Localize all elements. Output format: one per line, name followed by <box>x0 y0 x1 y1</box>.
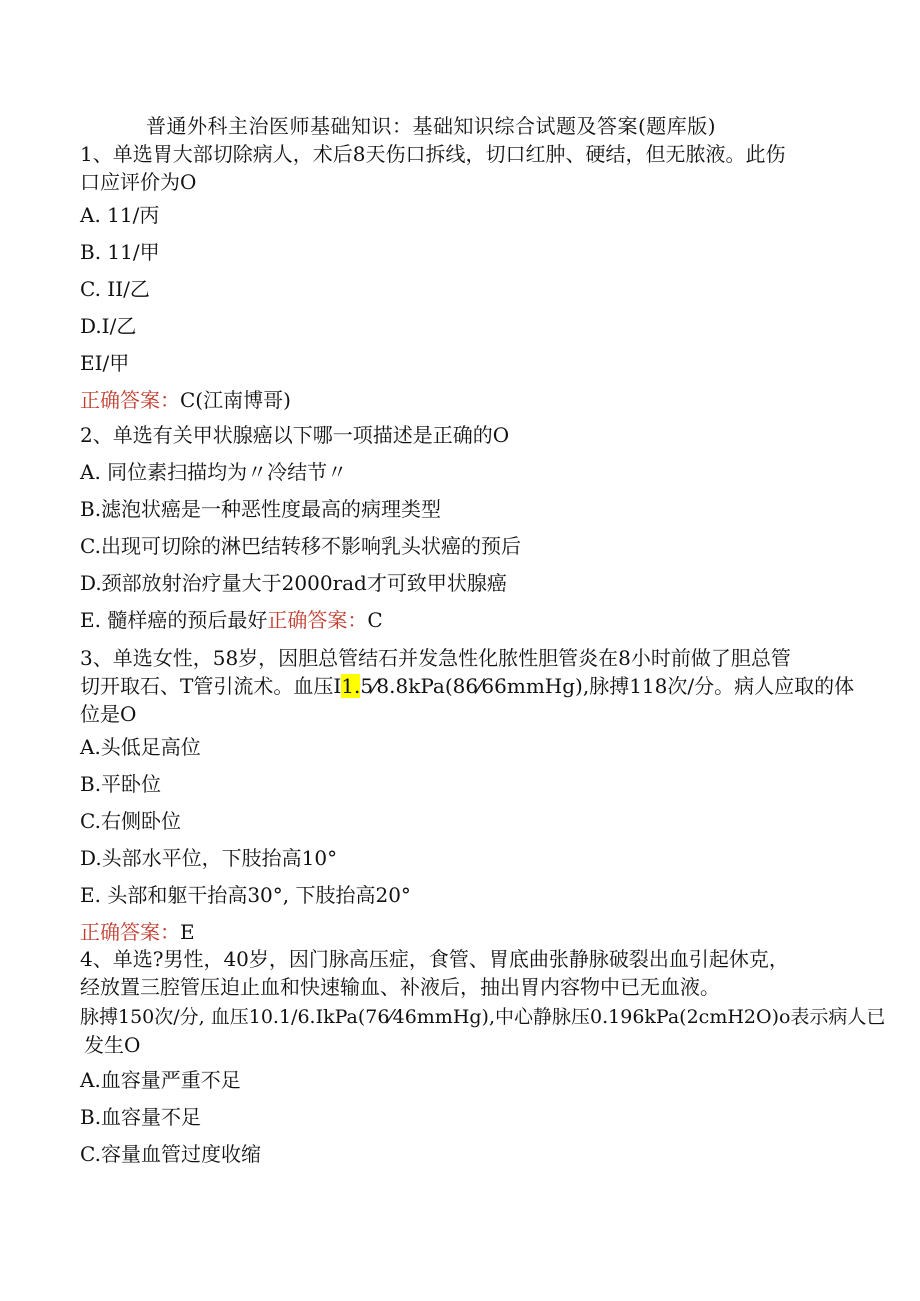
q2-option-b: B.滤泡状癌是一种恶性度最高的病理类型 <box>80 497 442 521</box>
q3-option-d: D.头部水平位，下肢抬高10° <box>80 846 338 870</box>
q1-option-c: C. II/乙 <box>80 277 150 301</box>
q3-stem-line2-pre: 切开取石、T管引流术。血压I <box>80 674 342 698</box>
q2-option-c: C.出现可切除的淋巴结转移不影响乳头状癌的预后 <box>80 534 521 558</box>
q1-stem-line1: 1、单选胃大部切除病人，术后8天伤口拆线，切口红肿、硬结，但无脓液。此伤 <box>80 142 786 166</box>
q3-stem-line2 <box>80 673 854 699</box>
q3-option-e: E. 头部和躯干抬高30°, 下肢抬高20° <box>80 883 411 907</box>
answer-label: 正确答案： <box>80 920 180 944</box>
answer-value: C(江南博哥) <box>180 388 291 412</box>
q4-stem-line3: 脉搏150次/分, 血压10.1/6.IkPa(76⁄46mmHg),中心静脉压0.196kPa(2cmH2O)o表示病人已 <box>80 1006 886 1028</box>
q1-answer <box>80 387 291 413</box>
answer-value: C <box>367 608 383 632</box>
q3-stem-line1: 3、单选女性，58岁，因胆总管结石并发急性化脓性胆管炎在8小时前做了胆总管 <box>80 646 791 670</box>
q3-option-c: C.右侧卧位 <box>80 809 181 833</box>
q3-stem-line2-post: 5⁄8.8kPa(86⁄66mmHg),脉搏118次/分。病人应取的体 <box>360 674 855 698</box>
q3-option-a: A.头低足高位 <box>80 735 201 759</box>
answer-label: 正确答案： <box>80 388 180 412</box>
q4-stem-line2: 经放置三腔管压迫止血和快速输血、补液后，抽出胃内容物中已无血液。 <box>80 975 720 999</box>
q3-option-b: B.平卧位 <box>80 772 162 796</box>
q1-option-e: EI/甲 <box>80 351 130 375</box>
answer-value: E <box>180 920 195 944</box>
q4-option-c: C.容量血管过度收缩 <box>80 1142 261 1166</box>
q3-answer <box>80 919 195 945</box>
page-title: 普通外科主治医师基础知识：基础知识综合试题及答案(题库版) <box>146 114 717 138</box>
q2-option-a: A. 同位素扫描均为〃冷结节〃 <box>80 460 348 484</box>
q2-option-d: D.颈部放射治疗量大于2000rad才可致甲状腺癌 <box>80 571 507 595</box>
highlighted-text: 1. <box>341 674 361 698</box>
q3-stem-line3: 位是O <box>80 702 137 726</box>
q1-stem-line2: 口应评价为O <box>80 170 197 194</box>
answer-label: 正确答案： <box>267 608 368 632</box>
q1-option-b: B. 11/甲 <box>80 240 160 264</box>
q4-option-a: A.血容量严重不足 <box>80 1068 241 1092</box>
q2-stem: 2、单选有关甲状腺癌以下哪一项描述是正确的O <box>80 423 510 447</box>
q1-option-a: A. 11/丙 <box>80 203 160 227</box>
q2-option-e: E. 髓样癌的预后最好 <box>80 608 268 632</box>
q2-option-e-and-answer <box>80 607 383 633</box>
q4-stem-line4: 发生O <box>84 1033 141 1057</box>
q4-stem-line1: 4、单选?男性，40岁，因门脉高压症，食管、胃底曲张静脉破裂出血引起休克， <box>80 947 789 971</box>
q1-option-d: D.I/乙 <box>80 314 137 338</box>
q4-option-b: B.血容量不足 <box>80 1105 202 1129</box>
